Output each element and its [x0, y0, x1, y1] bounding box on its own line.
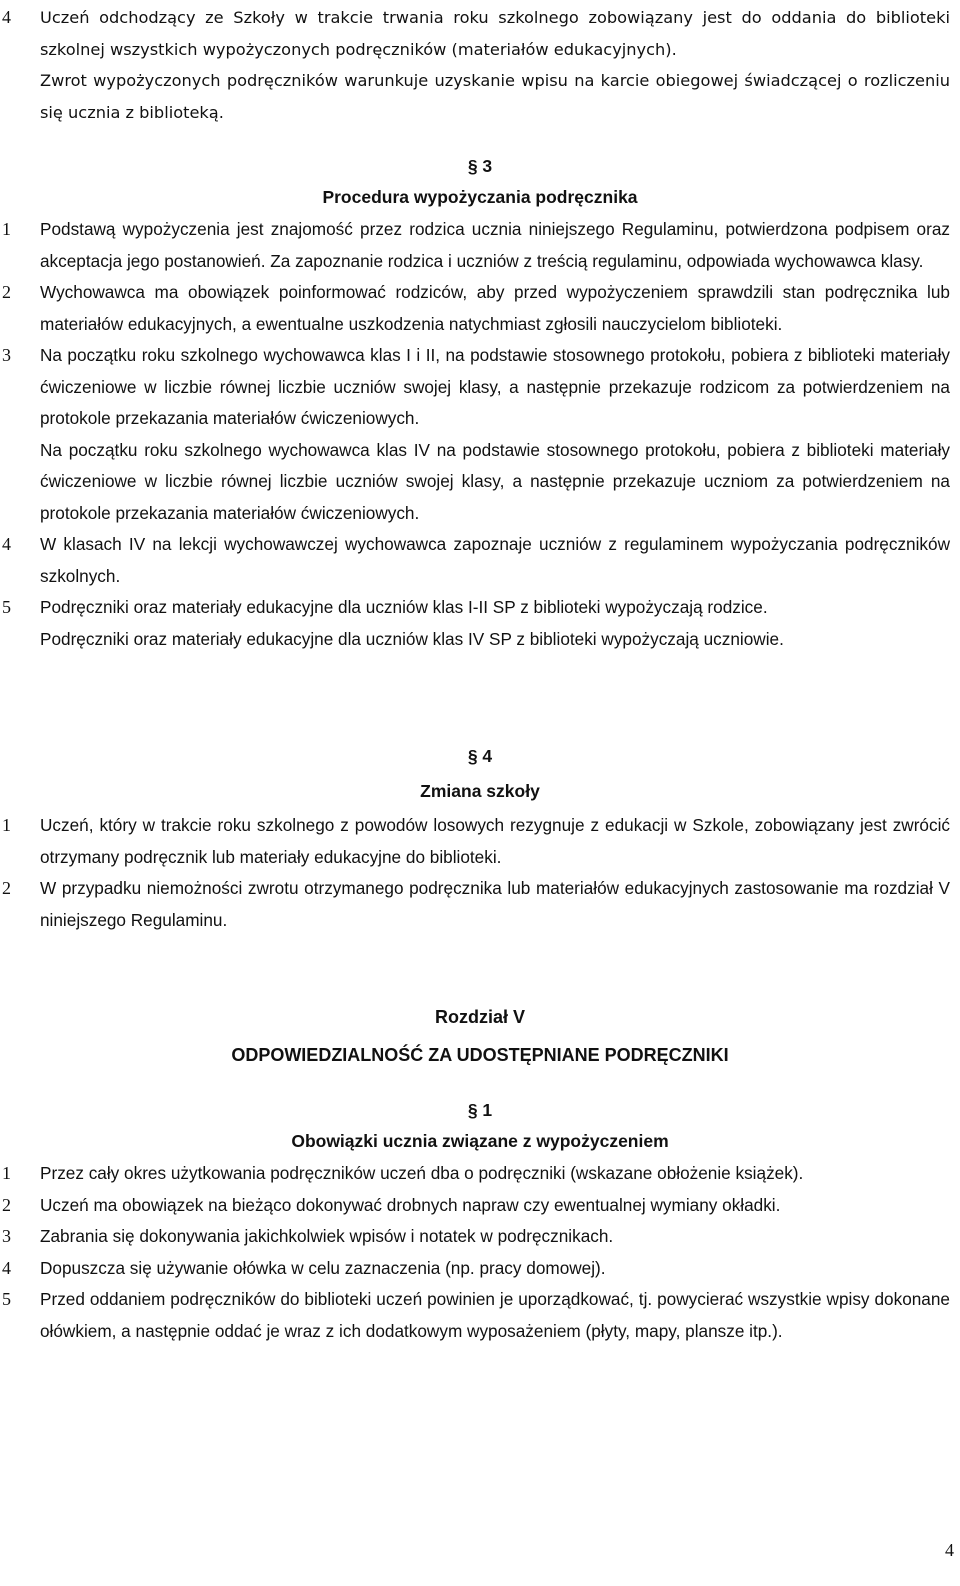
item-text: Podręczniki oraz materiały edukacyjne dla uczniów klas I-II SP z biblioteki wypożyczają rodzice.	[40, 597, 768, 617]
section-sign: § 4	[467, 746, 493, 766]
item-number: 3	[2, 1226, 11, 1246]
section-1-list	[0, 1158, 960, 1347]
list-item	[0, 624, 960, 656]
top-section	[0, 2, 960, 128]
item-text: Uczeń ma obowiązek na bieżąco dokonywać drobnych napraw czy ewentualnej wymiany okładki.	[40, 1194, 781, 1215]
section-title: Obowiązki ucznia związane z wypożyczeniem	[291, 1131, 669, 1151]
chapter-heading	[0, 1000, 960, 1072]
list-item	[0, 592, 960, 624]
section-sign: § 3	[467, 156, 493, 176]
list-item	[0, 810, 960, 873]
list-item	[0, 1190, 960, 1222]
list-item	[0, 1253, 960, 1285]
item-number: 1	[2, 219, 11, 239]
list-item	[0, 277, 960, 340]
section-1	[0, 1096, 960, 1347]
item-text: Wychowawca ma obowiązek poinformować rodziców, aby przed wypożyczeniem sprawdzili stan podręcznika lub materiałów edukacyjnych, a ewentualne uszkodzenia natychmiast zgłosili nauczycielom biblioteki.	[40, 282, 950, 334]
section-3	[0, 152, 960, 655]
item-text: W klasach IV na lekcji wychowawczej wychowawca zapoznaje uczniów z regulaminem wypożyczania podręczników szkolnych.	[40, 534, 950, 586]
item-number: 4	[2, 7, 11, 27]
list-item	[0, 340, 960, 435]
item-text: Podręczniki oraz materiały edukacyjne dla uczniów klas IV SP z biblioteki wypożyczają uczniowie.	[40, 628, 784, 649]
item-text: Przez cały okres użytkowania podręczników uczeń dba o podręczniki (wskazane obłożenie książek).	[40, 1163, 804, 1183]
item-number: 3	[2, 345, 11, 365]
item-text: Uczeń odchodzący ze Szkoły w trakcie trwania roku szkolnego zobowiązany jest do oddania do biblioteki szkolnej wszystkich wypożyczonych podręczników (materiałów edukacyjnych).	[40, 8, 950, 59]
item-text: Uczeń, który w trakcie roku szkolnego z powodów losowych rezygnuje z edukacji w Szkole, zobowiązany jest zwrócić otrzymany podręcznik lub materiały edukacyjne do biblioteki.	[40, 815, 950, 867]
item-number: 5	[2, 1289, 11, 1309]
item-text: Podstawą wypożyczenia jest znajomość przez rodzica ucznia niniejszego Regulaminu, potwierdzona podpisem oraz akceptacja jego postanowień. Za zapoznanie rodzica i uczniów z treścią regulaminu, odpowiada wychowawca klasy.	[40, 219, 950, 271]
section-4	[0, 742, 960, 936]
chapter-subtitle: ODPOWIEDZIALNOŚĆ ZA UDOSTĘPNIANE PODRĘCZNIKI	[231, 1045, 729, 1065]
section-sign: § 1	[467, 1100, 493, 1120]
list-item	[0, 529, 960, 592]
item-number: 5	[2, 597, 11, 617]
list-item	[0, 873, 960, 936]
item-number: 1	[2, 1163, 11, 1183]
section-3-list	[0, 214, 960, 655]
section-title: Zmiana szkoły	[420, 781, 540, 801]
item-number: 4	[2, 1257, 11, 1278]
list-item	[0, 1221, 960, 1253]
list-item-continuation	[0, 65, 960, 128]
list-item	[0, 1158, 960, 1190]
item-number: 2	[2, 282, 11, 302]
item-text: Na początku roku szkolnego wychowawca klas IV na podstawie stosownego protokołu, pobiera z biblioteki materiały ćwiczeniowe w liczbie równej liczbie uczniów swojej klasy, a następnie przekazuje uczniom za potwierdzeniem na protokole przekazania materiałów ćwiczeniowych.	[40, 439, 950, 523]
item-text: Przed oddaniem podręczników do biblioteki uczeń powinien je uporządkować, tj. powycierać wszystkie wpisy dokonane ołówkiem, a następnie oddać je wraz z ich dodatkowym wyposażeniem (płyty, mapy, plansze itp.).	[40, 1289, 950, 1341]
list-item	[0, 435, 960, 530]
item-number: 4	[2, 534, 11, 554]
list-item	[0, 1284, 960, 1347]
item-text: Na początku roku szkolnego wychowawca klas I i II, na podstawie stosownego protokołu, pobiera z biblioteki materiały ćwiczeniowe w liczbie równej liczbie uczniów swojej klasy, a następnie przekazuje rodzicom za potwierdzeniem na protokole przekazania materiałów ćwiczeniowych.	[40, 345, 950, 428]
section-title: Procedura wypożyczania podręcznika	[322, 187, 638, 207]
item-number: 2	[2, 878, 11, 898]
list-item	[0, 2, 960, 65]
item-text: Zabrania się dokonywania jakichkolwiek wpisów i notatek w podręcznikach.	[40, 1226, 614, 1246]
item-number: 2	[2, 1194, 11, 1215]
chapter-title: Rozdział V	[434, 1007, 525, 1027]
item-text: W przypadku niemożności zwrotu otrzymanego podręcznika lub materiałów edukacyjnych zastosowanie ma rozdział V niniejszego Regulaminu.	[40, 878, 950, 930]
item-text: Zwrot wypożyczonych podręczników warunkuje uzyskanie wpisu na karcie obiegowej świadczącej o rozliczeniu się ucznia z biblioteką.	[40, 71, 950, 122]
section-4-list	[0, 810, 960, 936]
list-item	[0, 214, 960, 277]
item-number: 1	[2, 815, 11, 835]
page-number: 4	[945, 1540, 954, 1560]
item-text: Dopuszcza się używanie ołówka w celu zaznaczenia (np. pracy domowej).	[40, 1257, 606, 1278]
